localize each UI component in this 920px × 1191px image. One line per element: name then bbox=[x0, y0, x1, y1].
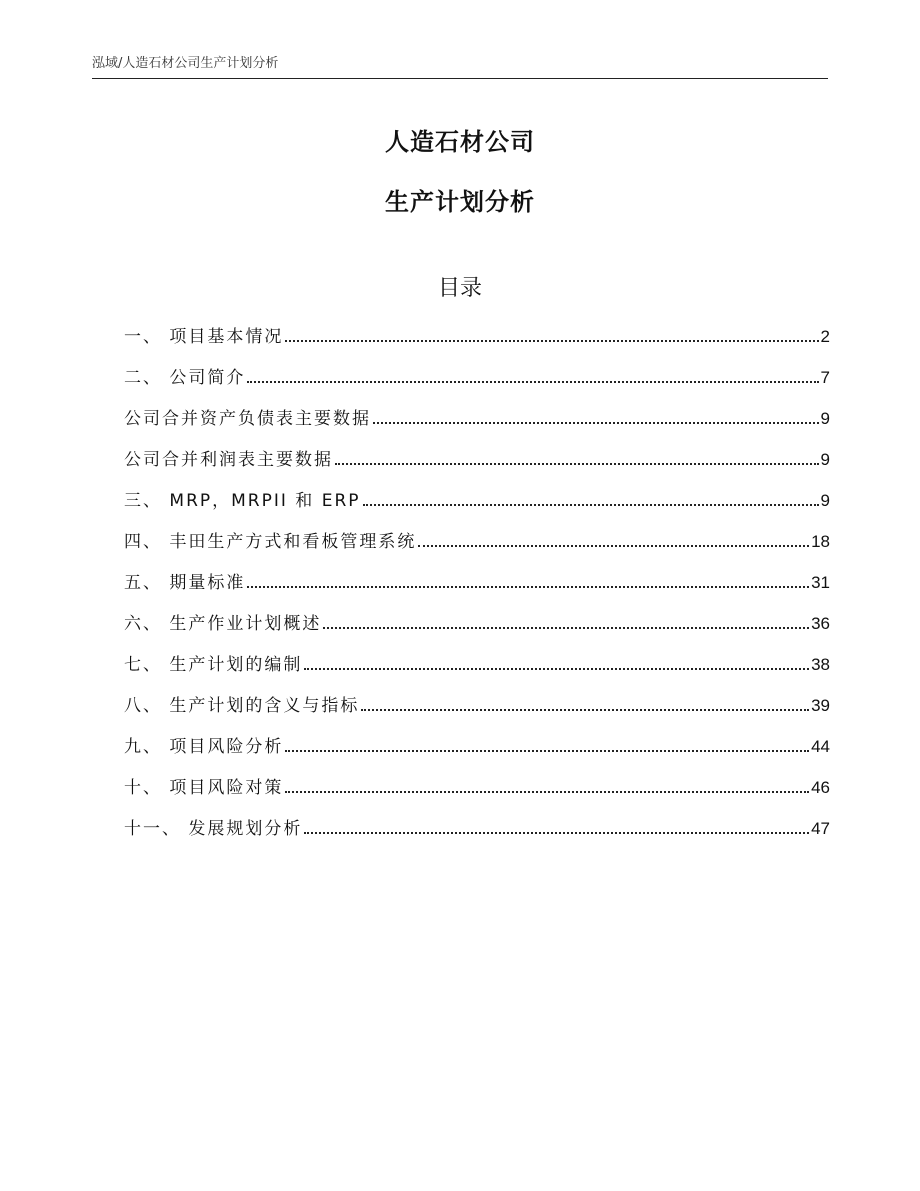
toc-entry[interactable] bbox=[124, 529, 830, 570]
toc-entry[interactable] bbox=[124, 365, 830, 406]
toc-entry-page: 47 bbox=[811, 819, 830, 838]
toc-entry-page: 44 bbox=[811, 737, 830, 756]
toc-entry[interactable] bbox=[124, 324, 830, 365]
toc-entry-label: 七、 生产计划的编制 bbox=[124, 655, 303, 675]
toc-leader-dots bbox=[247, 586, 809, 588]
toc-leader-dots bbox=[285, 791, 809, 793]
toc-leader-dots bbox=[363, 504, 819, 506]
toc-entry-page: 9 bbox=[820, 450, 830, 469]
toc-entry-label: 六、 生产作业计划概述 bbox=[124, 614, 322, 634]
toc-entry-page: 36 bbox=[811, 614, 830, 633]
toc-entry[interactable] bbox=[124, 816, 830, 857]
toc-entry[interactable] bbox=[124, 775, 830, 816]
toc-leader-dots bbox=[323, 627, 809, 629]
toc-leader-dots bbox=[361, 709, 809, 711]
toc-entry-page: 2 bbox=[820, 327, 830, 346]
toc-leader-dots bbox=[247, 381, 818, 383]
toc-entry-label: 九、 项目风险分析 bbox=[124, 737, 284, 757]
toc-entry-label: 公司合并资产负债表主要数据 bbox=[124, 409, 371, 429]
toc-entry-label: 二、 公司简介 bbox=[124, 368, 246, 388]
toc-entry-page: 18 bbox=[811, 532, 830, 551]
toc-entry[interactable] bbox=[124, 652, 830, 693]
toc-entry[interactable] bbox=[124, 693, 830, 734]
toc-leader-dots bbox=[285, 340, 818, 342]
toc-leader-dots bbox=[335, 463, 819, 465]
toc-entry-page: 39 bbox=[811, 696, 830, 715]
table-of-contents bbox=[124, 324, 830, 857]
toc-entry-label: 三、 MRP，MRPII 和 ERP bbox=[124, 491, 361, 511]
toc-leader-dots bbox=[418, 545, 809, 547]
toc-entry[interactable] bbox=[124, 488, 830, 529]
document-subtitle: 生产计划分析 bbox=[385, 188, 535, 216]
toc-entry-page: 46 bbox=[811, 778, 830, 797]
toc-entry-page: 38 bbox=[811, 655, 830, 674]
toc-entry-label: 十、 项目风险对策 bbox=[124, 778, 284, 798]
toc-entry[interactable] bbox=[124, 447, 830, 488]
toc-entry-label: 八、 生产计划的含义与指标 bbox=[124, 696, 360, 716]
toc-entry-page: 9 bbox=[820, 409, 830, 428]
toc-entry[interactable] bbox=[124, 406, 830, 447]
page-header bbox=[92, 52, 828, 79]
toc-entry-label: 一、 项目基本情况 bbox=[124, 327, 284, 347]
toc-entry-page: 7 bbox=[820, 368, 830, 387]
header-text: 泓域/人造石材公司生产计划分析 bbox=[92, 56, 279, 71]
toc-leader-dots bbox=[373, 422, 819, 424]
toc-entry-page: 9 bbox=[820, 491, 830, 510]
toc-heading: 目录 bbox=[437, 276, 482, 301]
toc-entry[interactable] bbox=[124, 611, 830, 652]
toc-entry-label: 公司合并利润表主要数据 bbox=[124, 450, 333, 470]
toc-leader-dots bbox=[304, 668, 809, 670]
toc-entry[interactable] bbox=[124, 570, 830, 611]
toc-leader-dots bbox=[304, 832, 809, 834]
toc-entry-label: 四、 丰田生产方式和看板管理系统 bbox=[124, 532, 417, 552]
toc-leader-dots bbox=[285, 750, 809, 752]
toc-entry-label: 五、 期量标准 bbox=[124, 573, 246, 593]
document-title: 人造石材公司 bbox=[385, 128, 535, 156]
toc-entry-label: 十一、 发展规划分析 bbox=[124, 819, 303, 839]
toc-entry-page: 31 bbox=[811, 573, 830, 592]
toc-entry[interactable] bbox=[124, 734, 830, 775]
